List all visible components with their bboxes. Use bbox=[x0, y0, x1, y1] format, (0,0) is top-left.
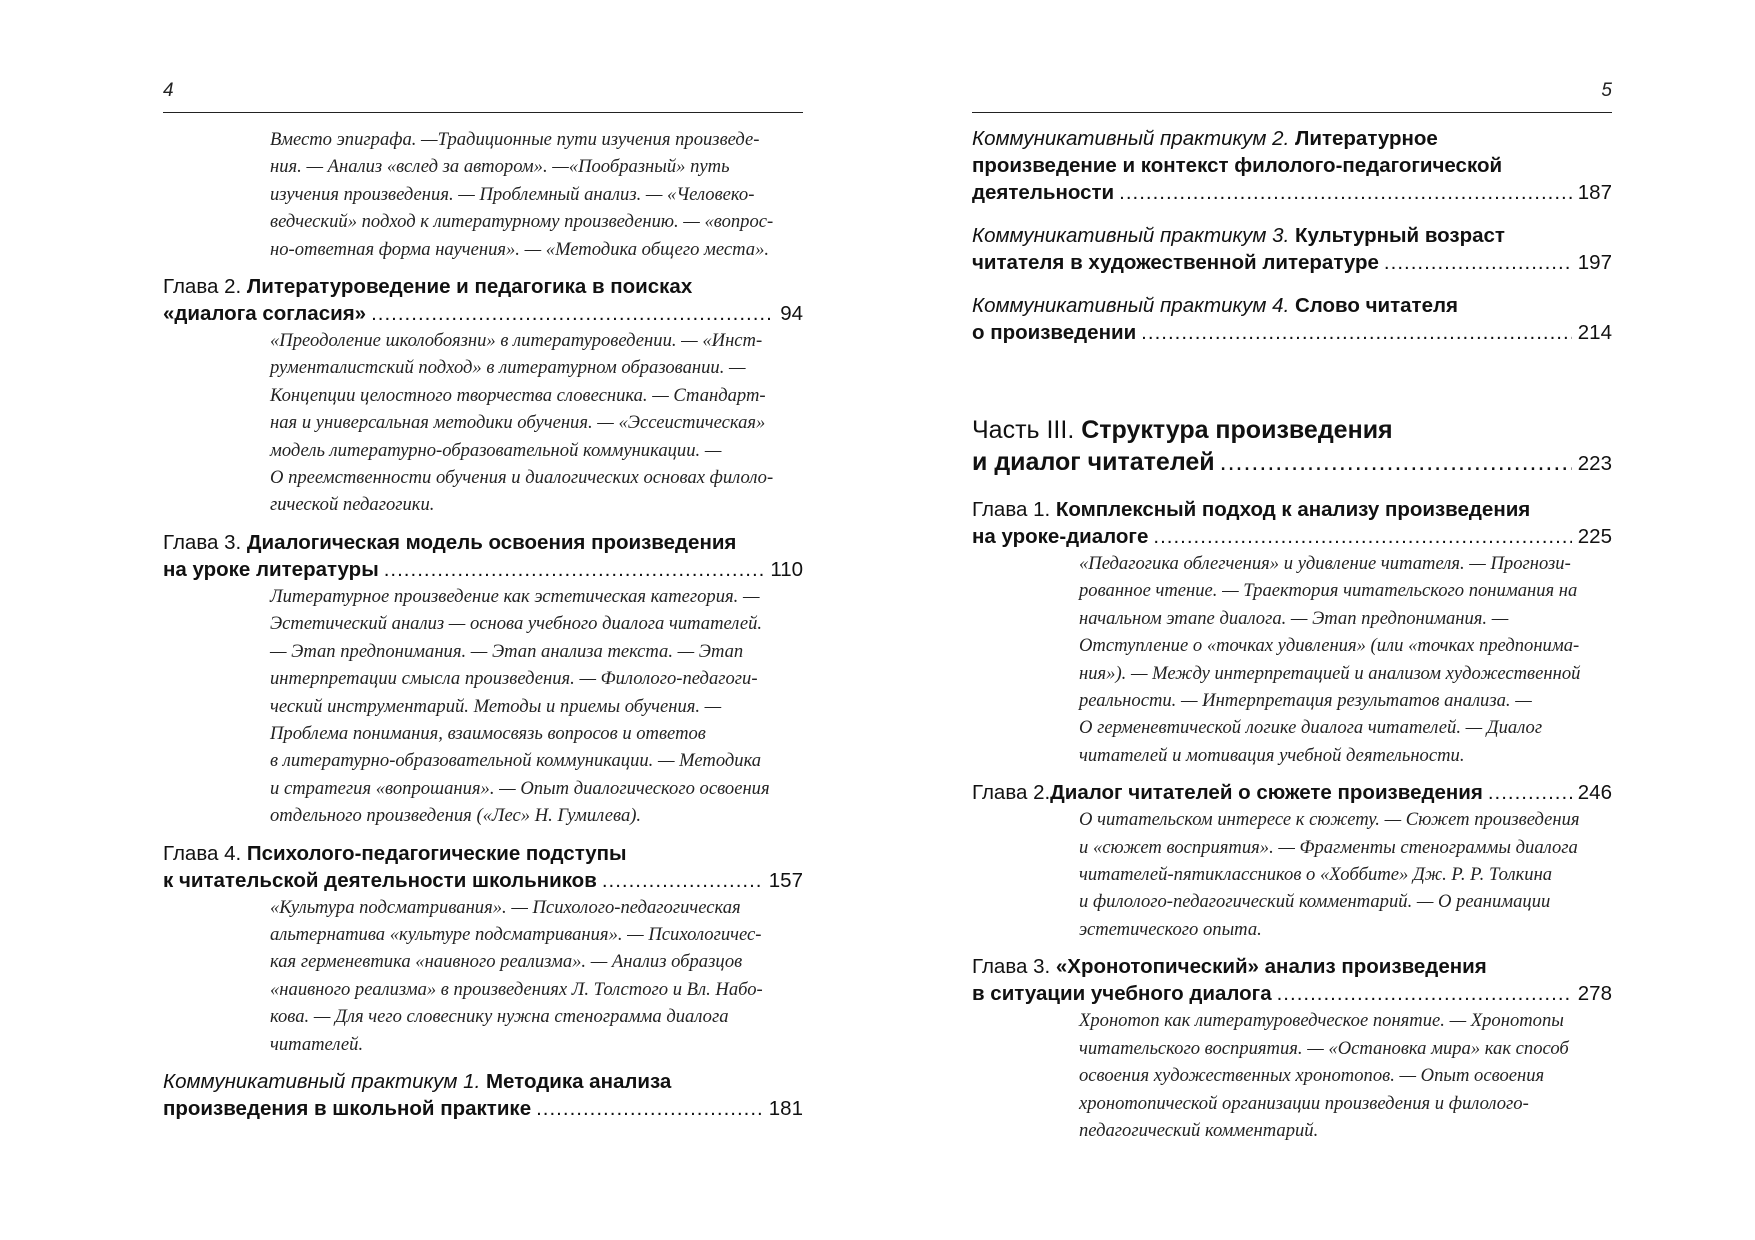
leader-dots bbox=[602, 867, 763, 894]
entry-page-number: 197 bbox=[1577, 251, 1612, 274]
desc-line: отдельного произведения («Лес» Н. Гумилева). bbox=[270, 805, 642, 827]
entry-lead: Глава 2. bbox=[163, 275, 247, 299]
toc-entry-part3-chapter-1[interactable] bbox=[972, 496, 1612, 769]
toc-right bbox=[972, 125, 1612, 1154]
entry-title: Культурный возраст bbox=[1294, 224, 1505, 247]
entry-title: Литературоведение и педагогика в поисках bbox=[246, 275, 693, 299]
entry-title: на уроке-диалоге bbox=[972, 525, 1149, 548]
entry-heading bbox=[972, 125, 1612, 206]
entry-lead: Глава 4. bbox=[163, 841, 247, 865]
desc-line: читателей и мотивация учебной деятельности. bbox=[1079, 744, 1465, 766]
page-number-right: 5 bbox=[1601, 80, 1612, 101]
entry-lead: Коммуникативный практикум 4. bbox=[972, 294, 1295, 317]
toc-entry-practicum-4[interactable] bbox=[972, 292, 1612, 346]
toc-entry-chapter-3[interactable] bbox=[163, 529, 803, 830]
desc-line: читателей-пятиклассников о «Хоббите» Дж. Р. Р. Толкина bbox=[1079, 864, 1553, 886]
part-lead: Часть III. bbox=[972, 416, 1082, 444]
toc-left bbox=[163, 126, 803, 1132]
entry-heading bbox=[163, 840, 803, 894]
desc-line: ческий инструментарий. Методы и приемы обучения. — bbox=[270, 695, 722, 717]
desc-line: «наивного реализма» в произведениях Л. Толстого и Вл. Набо- bbox=[270, 978, 763, 1000]
entry-title: Психолого-педагогические подступы bbox=[246, 841, 627, 865]
desc-line: О герменевтической логике диалога читателей. — Диалог bbox=[1079, 717, 1543, 739]
desc-line: и филолого-педагогический комментарий. — О реанимации bbox=[1079, 891, 1551, 913]
entry-page-number: 225 bbox=[1577, 525, 1612, 548]
entry-lead: Коммуникативный практикум 2. bbox=[972, 127, 1295, 150]
entry-heading bbox=[972, 953, 1612, 1007]
desc-line: в литературно-образовательной коммуникации. — Методика bbox=[270, 750, 762, 772]
entry-heading bbox=[972, 496, 1612, 550]
toc-entry-chapter-2[interactable] bbox=[163, 273, 803, 519]
desc-line: Отступление о «точках удивления» (или «точках предпонима- bbox=[1079, 635, 1580, 657]
toc-entry-practicum-2[interactable] bbox=[972, 125, 1612, 206]
entry-page-number: 246 bbox=[1577, 781, 1612, 805]
header-rule-left bbox=[163, 112, 803, 113]
leader-dots bbox=[1384, 249, 1572, 276]
entry-heading bbox=[972, 779, 1612, 806]
entry-page-number: 94 bbox=[780, 302, 803, 326]
entry-title: к читательской деятельности школьников bbox=[163, 868, 597, 892]
entry-page-number: 157 bbox=[768, 868, 803, 892]
toc-entry-part3-chapter-3[interactable] bbox=[972, 953, 1612, 1144]
entry-title: «диалога согласия» bbox=[163, 302, 367, 326]
toc-entry-practicum-3[interactable] bbox=[972, 222, 1612, 276]
desc-line: рументалистский подход» в литературном образовании. — bbox=[270, 357, 746, 379]
entry-title: «Хронотопический» анализ произведения bbox=[1055, 955, 1487, 979]
desc-line: читательского восприятия. — «Остановка мира» как способ bbox=[1079, 1037, 1569, 1059]
part-page-number: 223 bbox=[1577, 452, 1612, 475]
entry-description bbox=[1079, 1007, 1612, 1144]
desc-line: Концепции целостного творчества словесника. — Стандарт- bbox=[270, 384, 766, 406]
desc-line: но-ответная форма научения». — «Методика общего места». bbox=[270, 238, 770, 260]
desc-line: «Педагогика облегчения» и удивление читателя. — Прогнози- bbox=[1079, 553, 1571, 574]
desc-line: интерпретации смысла произведения. — Филолого-педагоги- bbox=[270, 668, 758, 690]
desc-line: кова. — Для чего словеснику нужна стенограмма диалога bbox=[270, 1006, 729, 1028]
desc-line: альтернатива «культуре подсматривания». — Психологичес- bbox=[270, 923, 762, 945]
entry-title: Комплексный подход к анализу произведения bbox=[1055, 498, 1531, 521]
entry-heading bbox=[163, 273, 803, 327]
leader-dots bbox=[1488, 779, 1572, 806]
desc-line: — Этап предпонимания. — Этап анализа текста. — Этап bbox=[270, 640, 744, 662]
entry-title: в ситуации учебного диалога bbox=[972, 982, 1272, 1006]
desc-line: хронотопической организации произведения и филолого- bbox=[1079, 1092, 1529, 1114]
desc-line: педагогический комментарий. bbox=[1079, 1119, 1319, 1141]
section-gap bbox=[972, 356, 1612, 414]
part-title: Структура произведения bbox=[1081, 416, 1393, 444]
entry-title: Литературное bbox=[1294, 127, 1438, 150]
entry-page-number: 214 bbox=[1577, 321, 1612, 344]
leader-dots bbox=[1153, 523, 1571, 550]
desc-line: начальном этапе диалога. — Этап предпонимания. — bbox=[1079, 607, 1509, 629]
leader-dots bbox=[1220, 446, 1572, 478]
entry-description bbox=[270, 894, 803, 1058]
desc-line: ния»). — Между интерпретацией и анализом художественной bbox=[1079, 662, 1581, 684]
entry-lead: Коммуникативный практикум 1. bbox=[163, 1069, 486, 1093]
entry-title: читателя в художественной литературе bbox=[972, 251, 1379, 274]
toc-entry-chapter-4[interactable] bbox=[163, 840, 803, 1058]
leader-dots bbox=[1277, 980, 1572, 1007]
entry-title: Методика анализа bbox=[485, 1069, 672, 1093]
toc-entry-part3-chapter-2[interactable] bbox=[972, 779, 1612, 943]
entry-page-number: 110 bbox=[770, 557, 803, 581]
entry-description bbox=[270, 126, 803, 263]
entry-title: о произведении bbox=[972, 321, 1137, 344]
entry-page-number: 181 bbox=[768, 1096, 803, 1120]
header-rule-right bbox=[972, 112, 1612, 113]
desc-line: Литературное произведение как эстетическая категория. — bbox=[270, 585, 760, 607]
entry-title: Диалогическая модель освоения произведения bbox=[246, 530, 737, 554]
desc-line: ведческий» подход к литературному произведению. — «вопрос- bbox=[270, 211, 774, 233]
entry-heading bbox=[163, 1068, 803, 1122]
desc-line: ная и универсальная методики обучения. — «Эссеистическая» bbox=[270, 412, 766, 434]
entry-title: на уроке литературы bbox=[163, 557, 379, 581]
part-heading bbox=[972, 414, 1612, 480]
desc-line: Вместо эпиграфа. —Традиционные пути изучения произведе- bbox=[270, 129, 760, 150]
desc-line: читателей. bbox=[270, 1033, 364, 1055]
desc-line: изучения произведения. — Проблемный анализ. — «Человеко- bbox=[270, 183, 755, 205]
leader-dots bbox=[1119, 179, 1572, 206]
desc-line: О читательском интересе к сюжету. — Сюжет произведения bbox=[1079, 809, 1580, 831]
entry-heading bbox=[163, 529, 803, 583]
entry-description bbox=[1079, 806, 1612, 943]
desc-line: «Преодоление школобоязни» в литературоведении. — «Инст- bbox=[270, 330, 763, 352]
entry-page-number: 278 bbox=[1577, 982, 1612, 1006]
entry-description bbox=[270, 583, 803, 830]
desc-line: модель литературно-образовательной коммуникации. — bbox=[270, 439, 722, 461]
entry-heading bbox=[972, 222, 1612, 276]
desc-line: Проблема понимания, взаимосвязь вопросов и ответов bbox=[270, 722, 706, 744]
entry-lead: Глава 3. bbox=[972, 955, 1056, 979]
entry-lead: Глава 3. bbox=[163, 530, 247, 554]
toc-entry-lead-desc bbox=[163, 126, 803, 263]
toc-entry-practicum-1[interactable] bbox=[163, 1068, 803, 1122]
desc-line: кая герменевтика «наивного реализма». — Анализ образцов bbox=[270, 951, 743, 973]
entry-title: деятельности bbox=[972, 181, 1115, 204]
desc-line: и стратегия «вопрошания». — Опыт диалогического освоения bbox=[270, 777, 770, 799]
entry-page-number: 187 bbox=[1577, 181, 1612, 204]
entry-heading bbox=[972, 292, 1612, 346]
leader-dots bbox=[536, 1095, 763, 1122]
desc-line: гической педагогики. bbox=[270, 494, 435, 516]
desc-line: рованное чтение. — Траектория читательского понимания на bbox=[1079, 580, 1578, 602]
entry-lead: Глава 1. bbox=[972, 498, 1056, 521]
leader-dots bbox=[1141, 319, 1572, 346]
desc-line: Хронотоп как литературоведческое понятие. — Хронотопы bbox=[1079, 1010, 1564, 1032]
desc-line: и «сюжет восприятия». — Фрагменты стенограммы диалога bbox=[1079, 836, 1578, 858]
desc-line: ния. — Анализ «вслед за автором». —«Пообразный» путь bbox=[270, 156, 730, 178]
entry-title: Слово читателя bbox=[1294, 294, 1458, 317]
desc-line: «Культура подсматривания». — Психолого-педагогическая bbox=[270, 896, 741, 918]
leader-dots bbox=[384, 556, 765, 583]
part-title: и диалог читателей bbox=[972, 448, 1215, 476]
desc-line: эстетического опыта. bbox=[1079, 918, 1262, 940]
entry-title: Диалог читателей о сюжете произведения bbox=[1050, 781, 1483, 805]
entry-lead: Глава 2. bbox=[972, 781, 1051, 805]
entry-description bbox=[270, 327, 803, 519]
desc-line: Эстетический анализ — основа учебного диалога читателей. bbox=[270, 613, 763, 635]
desc-line: О преемственности обучения и диалогических основах филоло- bbox=[270, 467, 774, 489]
page-number-left: 4 bbox=[163, 80, 174, 101]
entry-title: произведения в школьной практике bbox=[163, 1096, 532, 1120]
leader-dots bbox=[371, 300, 774, 327]
desc-line: реальности. — Интерпретация результатов анализа. — bbox=[1079, 690, 1532, 712]
entry-description bbox=[1079, 550, 1612, 769]
toc-entry-part-3[interactable] bbox=[972, 414, 1612, 480]
entry-lead: Коммуникативный практикум 3. bbox=[972, 224, 1295, 247]
entry-title: произведение и контекст филолого-педагогической bbox=[972, 154, 1503, 177]
desc-line: освоения художественных хронотопов. — Опыт освоения bbox=[1079, 1065, 1545, 1087]
